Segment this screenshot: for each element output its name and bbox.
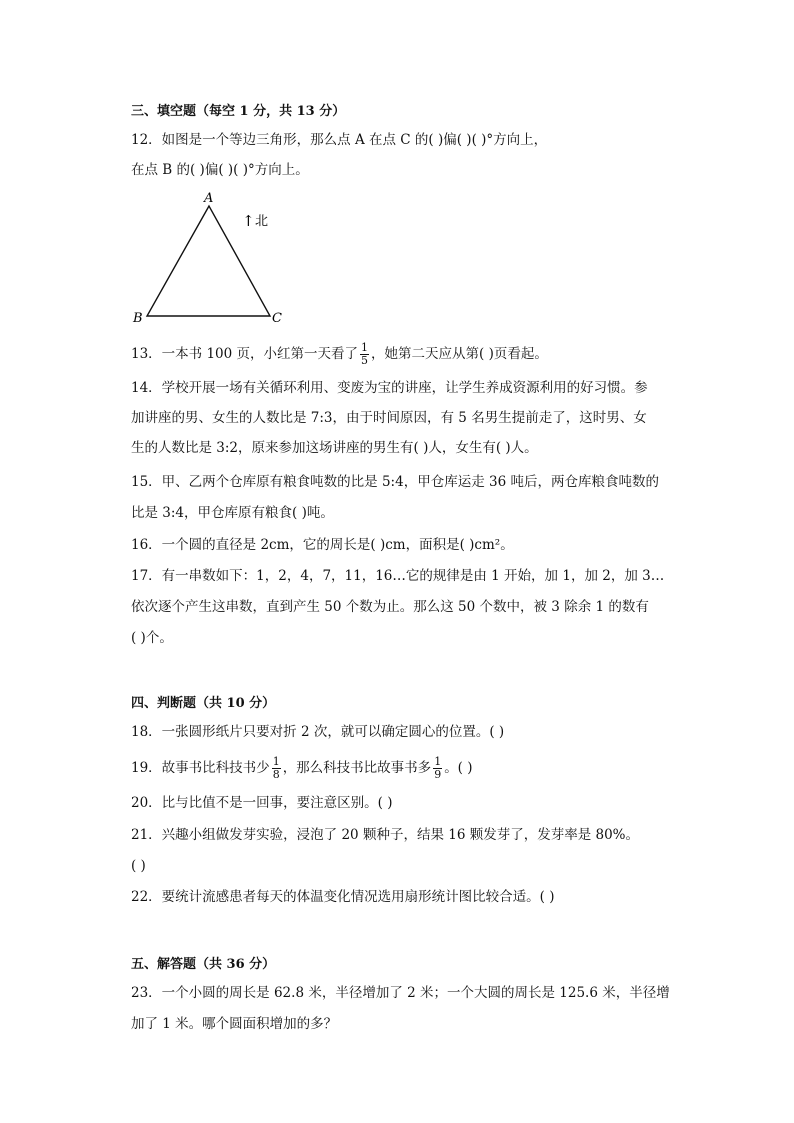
section-heading-true-false: 四、判断题（共 10 分） [131,696,276,711]
question-14-line-2: 加讲座的男、女生的人数比是 7:3，由于时间原因，有 5 名男生提前走了，这时男、女 [131,410,647,426]
question-16: 16．一个圆的直径是 2cm，它的周长是( )cm，面积是( )cm²。 [131,537,514,553]
vertex-label-c: C [272,311,282,326]
fraction-denominator: 8 [272,768,280,781]
question-12-line-2: 在点 B 的( )偏( )( )°方向上。 [131,162,309,178]
question-13 [131,342,548,367]
vertex-label-b: B [133,311,143,326]
question-14-line-3: 生的人数比是 3:2，原来参加这场讲座的男生有( )人，女生有( )人。 [131,440,538,456]
fraction-numerator: 1 [272,755,280,768]
question-20: 20．比与比值不是一回事，要注意区别。( ) [131,795,393,811]
question-23-line-1: 23．一个小圆的周长是 62.8 米，半径增加了 2 米；一个大圆的周长是 125.6 米，半径增 [131,985,670,1001]
question-12-line-1: 12．如图是一个等边三角形，那么点 A 在点 C 的( )偏( )( )°方向上， [131,132,548,148]
question-15-line-2: 比是 3:4，甲仓库原有粮食( )吨。 [131,505,334,521]
question-19-text-after: 。( ) [444,760,473,776]
north-label: 北 [255,214,269,229]
question-13-text-after: ，她第二天应从第( )页看起。 [371,346,548,362]
fraction-numerator: 1 [434,755,442,768]
question-17-line-1: 17．有一串数如下：1，2，4，7，11，16…它的规律是由 1 开始，加 1，加 2，加 3… [131,568,665,584]
fraction-denominator: 9 [434,768,442,781]
question-17-line-3: ( )个。 [131,630,173,646]
question-19-text-before: 19．故事书比科技书少 [131,760,270,776]
question-19-text-middle: ，那么科技书比故事书多 [282,760,432,776]
question-21-line-1: 21．兴趣小组做发芽实验，浸泡了 20 颗种子，结果 16 颗发芽了，发芽率是 80%。 [131,827,639,843]
question-21-line-2: ( ) [131,858,146,874]
question-15-line-1: 15．甲、乙两个仓库原有粮食吨数的比是 5:4，甲仓库运走 36 吨后，两仓库粮食吨数的 [131,474,659,490]
fraction-numerator: 1 [361,341,369,354]
fraction-denominator: 5 [361,354,369,367]
fraction-one-eighth [272,756,281,781]
fraction-one-fifth [360,342,369,367]
question-18: 18．一张圆形纸片只要对折 2 次，就可以确定圆心的位置。( ) [131,724,505,740]
vertex-label-a: A [204,191,214,206]
north-arrow-icon: ↑ [242,212,255,230]
question-17-line-2: 依次逐个产生这串数，直到产生 50 个数为止。那么这 50 个数中，被 3 除余 1 的数有 [131,599,649,615]
section-heading-fill-blank: 三、填空题（每空 1 分，共 13 分） [131,104,346,119]
fraction-one-ninth [433,756,442,781]
question-14-line-1: 14．学校开展一场有关循环利用、变废为宝的讲座，让学生养成资源利用的好习惯。参 [131,380,648,396]
section-heading-solve: 五、解答题（共 36 分） [131,957,276,972]
question-23-line-2: 加了 1 米。哪个圆面积增加的多？ [131,1016,338,1032]
question-13-text-before: 13．一本书 100 页，小红第一天看了 [131,346,359,362]
question-19 [131,756,473,781]
question-22: 22．要统计流感患者每天的体温变化情况选用扇形统计图比较合适。( ) [131,889,555,905]
equilateral-triangle-figure [125,188,295,326]
